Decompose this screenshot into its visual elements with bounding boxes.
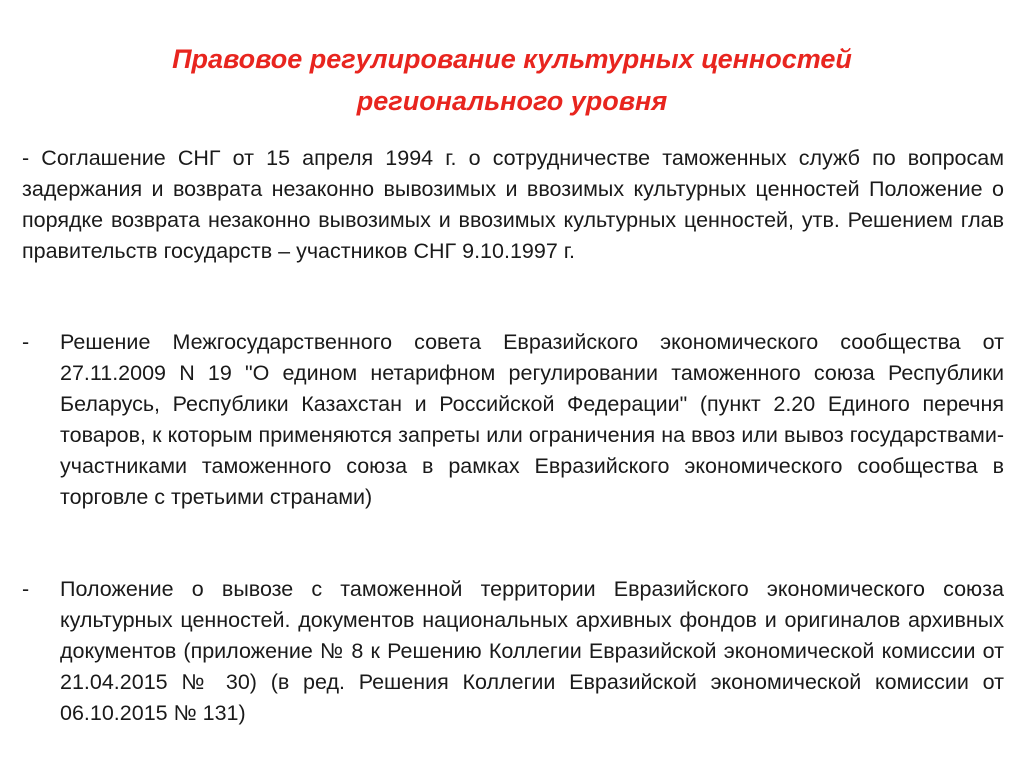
slide-title [0, 38, 1024, 122]
bullet-item-export-regulation [22, 574, 1004, 729]
slide-title-line-2: регионального уровня [356, 86, 668, 116]
slide-title-line-1: Правовое регулирование культурных ценностей [172, 44, 852, 74]
bullet-text: Решение Межгосударственного совета Евразийского экономического сообщества от 27.11.2009 N 19 "О едином нетарифном регулировании таможенного союза Республики Беларусь, Республики Казахстан и Российской Федерации" (пункт 2.20 Единого перечня товаров, к которым применяются запреты или ограничения на ввоз или вывоз государствами-участниками таможенного союза в рамках Евразийского экономического сообщества в торговле с третьими странами) [60, 330, 1004, 509]
bullet-text: Положение о вывозе с таможенной территории Евразийского экономического союза культурных ценностей. документов национальных архивных фондов и оригиналов архивных документов (приложение № 8 к Решению Коллегии Евразийской экономической комиссии от 21.04.2015 № 30) (в ред. Решения Коллегии Евразийской экономической комиссии от 06.10.2015 № 131) [60, 577, 1004, 725]
bullet-item-eurasec-decision [22, 327, 1004, 513]
bullet-marker: - [22, 577, 30, 601]
bullet-marker: - [22, 330, 30, 354]
paragraph-cis-agreement: - Соглашение СНГ от 15 апреля 1994 г. о сотрудничестве таможенных служб по вопросам задержания и возврата незаконно вывозимых и ввозимых культурных ценностей Положение о порядке возврата незаконно вывозимых и ввозимых культурных ценностей, утв. Решением глав правительств государств – участников СНГ 9.10.1997 г. [22, 146, 1004, 263]
